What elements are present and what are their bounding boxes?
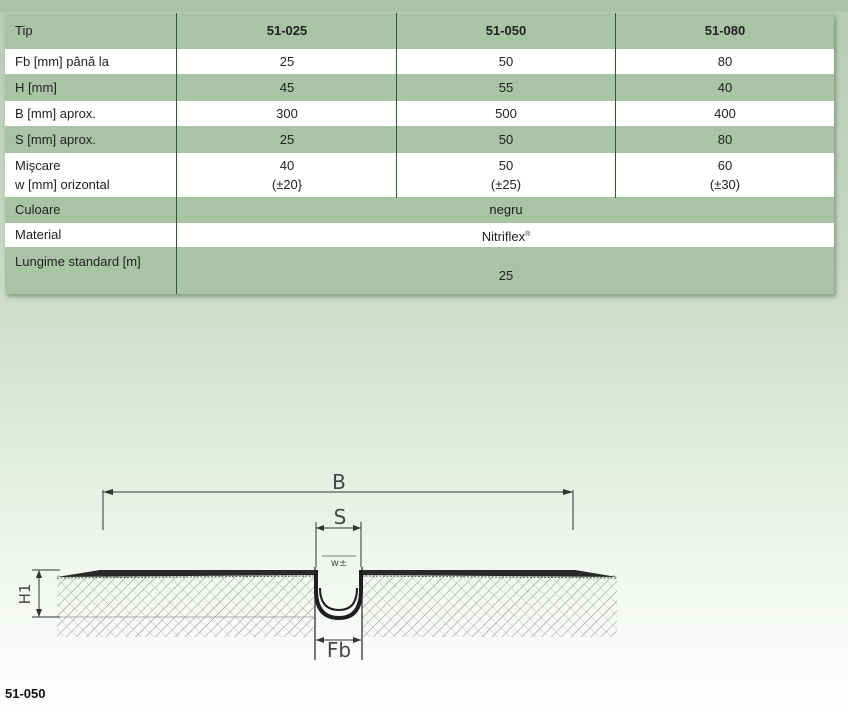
header-label: Tip <box>15 23 33 38</box>
cell-value-line1: 50 <box>498 158 514 173</box>
profile-bellow-inner <box>320 588 357 610</box>
row-label-line1: Mişcare <box>15 158 61 173</box>
row-label: H [mm] <box>15 80 57 95</box>
row-label: B [mm] aprox. <box>15 106 96 121</box>
row-label: Fb [mm] până la <box>15 54 109 69</box>
cell-value: 500 <box>495 106 517 121</box>
label-fb: Fb <box>326 638 352 662</box>
cell-value-line2: (±25) <box>490 177 522 192</box>
header-col-51-080: 51-080 <box>704 23 746 38</box>
drawing-caption: 51-050 <box>5 686 46 701</box>
row-label: S [mm] aprox. <box>15 132 96 147</box>
cell-value: 45 <box>279 80 295 95</box>
cell-value: 300 <box>276 106 298 121</box>
dimension-h1 <box>32 570 60 617</box>
cell-value: 50 <box>498 132 514 147</box>
substrate-left <box>57 575 315 637</box>
cell-value-line1: 60 <box>717 158 733 173</box>
cell-value-line2: (±30) <box>709 177 741 192</box>
cell-value: 40 <box>717 80 733 95</box>
cell-value: 25 <box>279 132 295 147</box>
header-col-51-025: 51-025 <box>266 23 308 38</box>
row-label: Material <box>15 227 62 242</box>
label-w: w± <box>330 558 348 569</box>
cell-value: 50 <box>498 54 514 69</box>
label-s: S <box>333 505 347 529</box>
header-col-51-050: 51-050 <box>485 23 527 38</box>
substrate-right <box>362 575 617 637</box>
cell-value: 25 <box>498 268 514 283</box>
row-label: Lungime standard [m] <box>15 254 141 269</box>
cell-value: 400 <box>714 106 736 121</box>
label-b: B <box>332 470 346 494</box>
row-label: Culoare <box>15 202 61 217</box>
cell-value: 55 <box>498 80 514 95</box>
cell-value: 80 <box>717 132 733 147</box>
row-label-line2: w [mm] orizontal <box>15 177 110 192</box>
cell-value: 80 <box>717 54 733 69</box>
registered-mark: ® <box>525 231 531 238</box>
material-value: Nitriflex <box>481 229 526 244</box>
cell-value-line2: (±20} <box>271 177 303 192</box>
label-h1: H1 <box>16 583 34 605</box>
cell-value: negru <box>489 202 523 217</box>
cell-value-line1: 40 <box>279 158 295 173</box>
cell-value: 25 <box>279 54 295 69</box>
